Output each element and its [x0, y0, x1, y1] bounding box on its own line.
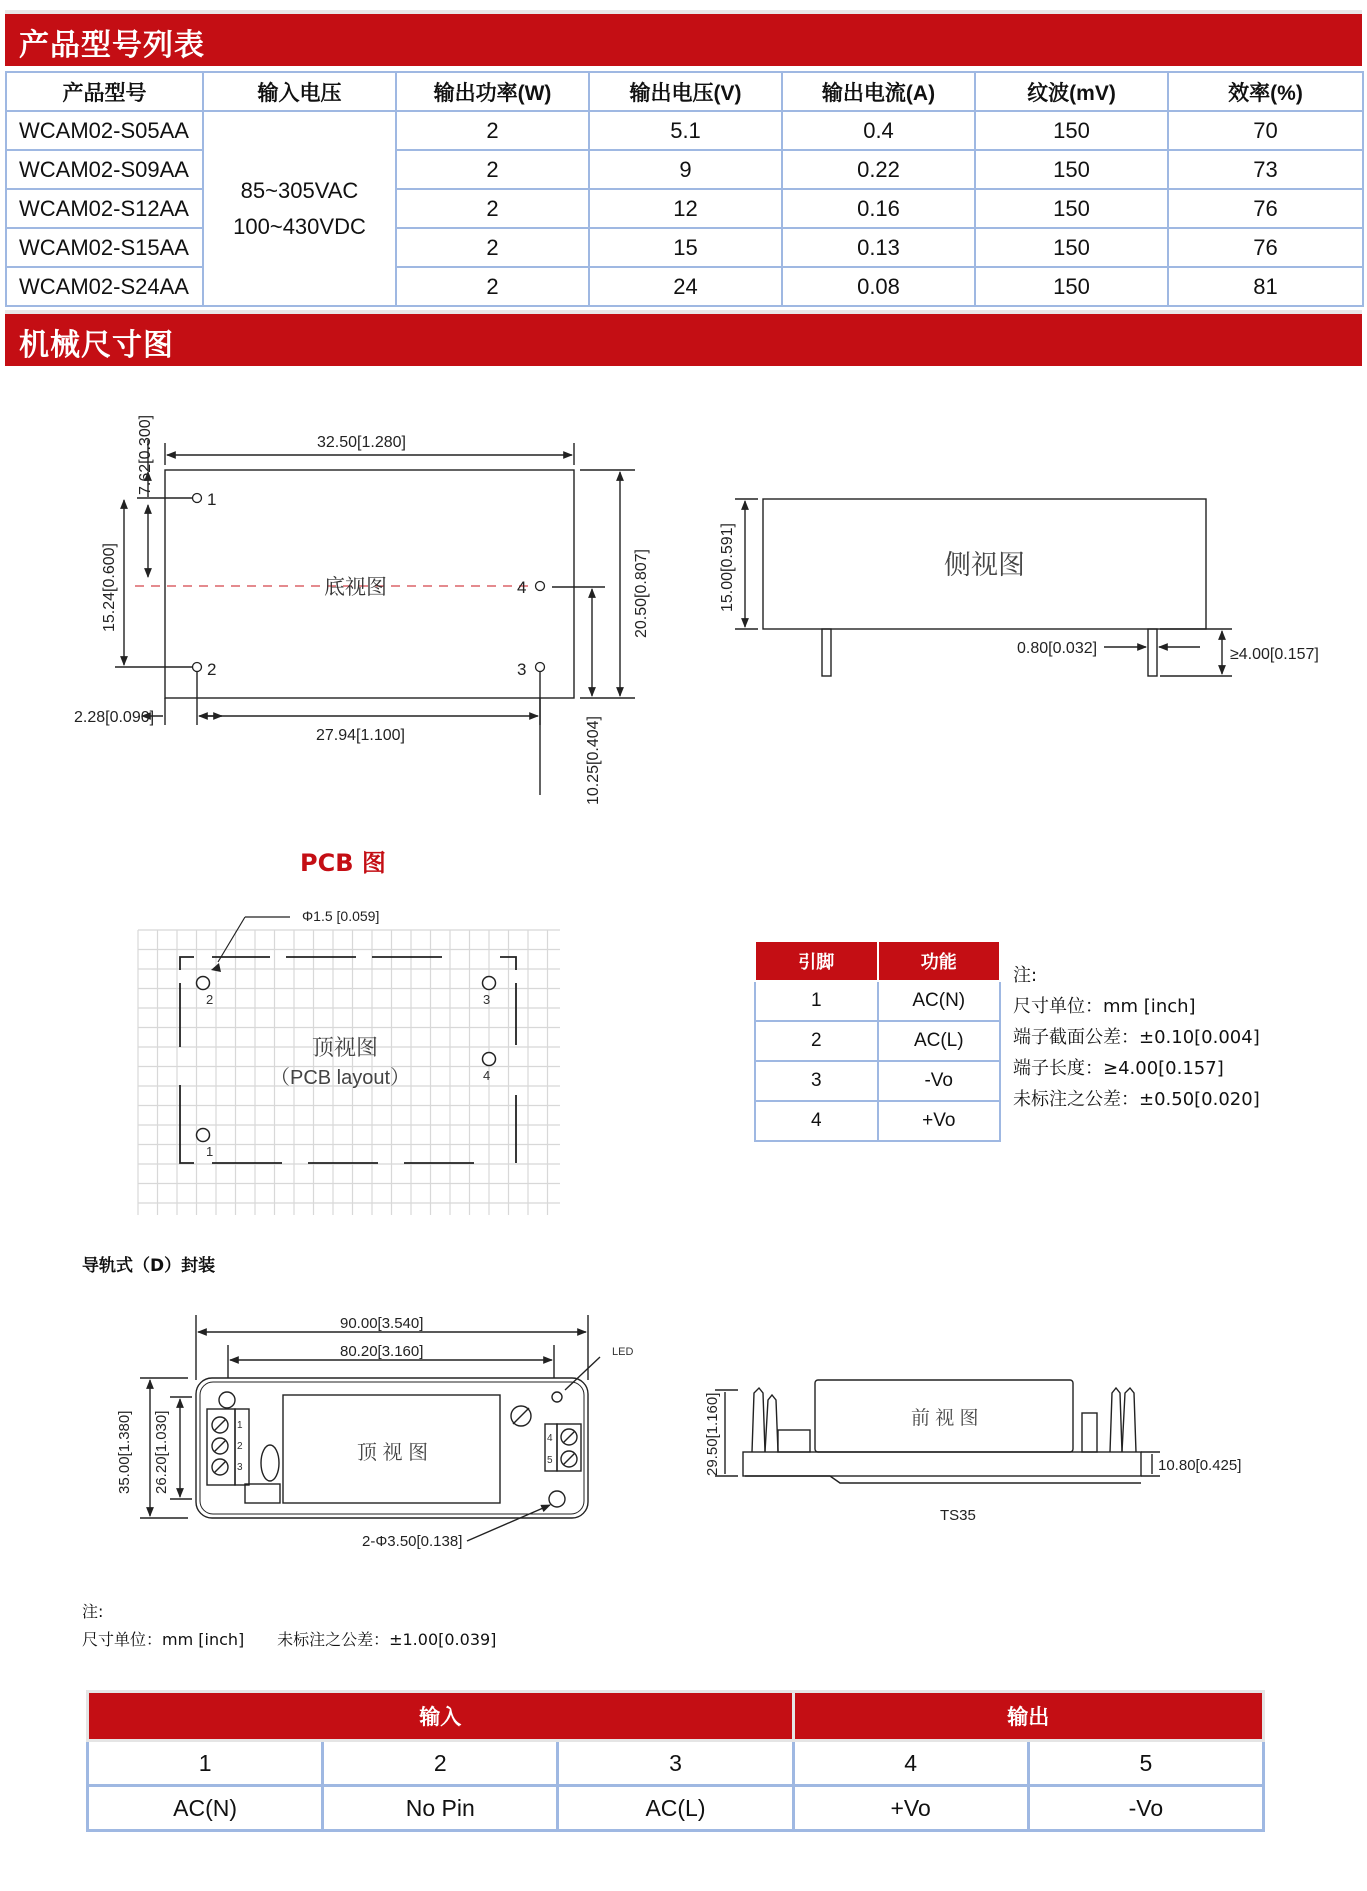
pin-function-cell: -Vo	[1028, 1786, 1263, 1831]
notes-title: 注:	[82, 1602, 104, 1621]
dim-label: 90.00[3.540]	[340, 1315, 424, 1332]
terminal-label: 5	[547, 1455, 553, 1466]
pin-hole	[193, 494, 202, 503]
input-voltage-ac: 85~305VAC	[240, 177, 359, 203]
ripple-cell: 150	[975, 150, 1168, 189]
eff-cell: 76	[1168, 189, 1363, 228]
table-header-row	[755, 941, 1000, 981]
terminal-label: 2	[237, 1441, 243, 1452]
pin-number-cell: 2	[755, 1021, 878, 1061]
dim-label: 35.00[1.380]	[116, 1410, 133, 1494]
power-cell: 2	[396, 189, 589, 228]
dim-label: 29.50[1.160]	[704, 1392, 721, 1476]
pin-label: 1	[207, 490, 217, 509]
table-row	[6, 111, 1363, 150]
view-label: （PCB layout）	[270, 1067, 411, 1089]
pin-label: 3	[517, 660, 527, 679]
col-header: 纹波(mV)	[975, 72, 1168, 111]
vout-cell: 9	[589, 150, 782, 189]
table-row	[88, 1741, 1264, 1786]
pin-label: 2	[206, 992, 214, 1007]
dim-label: ≥4.00[0.157]	[1230, 646, 1319, 663]
table-header-row	[88, 1692, 1264, 1741]
pin-number-cell: 2	[323, 1741, 558, 1786]
input-header: 输入	[88, 1692, 794, 1741]
pin-function-cell: AC(L)	[878, 1021, 1001, 1061]
pin-label: 3	[483, 992, 491, 1007]
col-header: 输出功率(W)	[396, 72, 589, 111]
iout-cell: 0.13	[782, 228, 975, 267]
dim-label: 15.00[0.591]	[719, 523, 736, 612]
input-voltage-cell	[203, 111, 396, 306]
pin-label: 1	[206, 1144, 214, 1159]
view-label: 顶视图	[312, 1035, 379, 1060]
spec-table	[5, 71, 1364, 307]
eff-cell: 76	[1168, 228, 1363, 267]
pin-number-cell: 1	[88, 1741, 323, 1786]
terminal-label: 4	[547, 1433, 553, 1444]
view-label: 顶 视 图	[357, 1442, 429, 1464]
terminal-label: 1	[237, 1420, 243, 1431]
pin-hole	[536, 582, 545, 591]
table-row	[755, 1021, 1000, 1061]
hole-dim-label: Φ1.5 [0.059]	[302, 908, 380, 924]
model-cell: WCAM02-S09AA	[6, 150, 203, 189]
power-cell: 2	[396, 150, 589, 189]
pin-function-cell: No Pin	[323, 1786, 558, 1831]
pin-function-cell: AC(N)	[88, 1786, 323, 1831]
terminal-label: 3	[237, 1462, 243, 1473]
pin-function-cell: AC(N)	[878, 981, 1001, 1021]
model-cell: WCAM02-S12AA	[6, 189, 203, 228]
pin-number-cell: 5	[1028, 1741, 1263, 1786]
rail-name-label: TS35	[940, 1507, 976, 1524]
note-line: 尺寸单位：mm [inch]	[1013, 996, 1196, 1017]
section-title: 机械尺寸图	[19, 328, 174, 363]
pin-function-cell: +Vo	[793, 1786, 1028, 1831]
section-title: 产品型号列表	[19, 28, 205, 63]
pin-hole	[193, 663, 202, 672]
view-label: 侧视图	[944, 550, 1025, 580]
dim-label: 2.28[0.090]	[74, 709, 155, 726]
col-header: 输入电压	[203, 72, 396, 111]
pin-function-cell: -Vo	[878, 1061, 1001, 1101]
iout-cell: 0.22	[782, 150, 975, 189]
dim-label: 15.24[0.600]	[101, 543, 118, 632]
side-view-drawing	[700, 480, 1360, 700]
note-line: 未标注之公差：±0.50[0.020]	[1013, 1089, 1260, 1110]
pin-number-cell: 3	[558, 1741, 793, 1786]
ripple-cell: 150	[975, 228, 1168, 267]
pin-number-cell: 4	[793, 1741, 1028, 1786]
vout-cell: 15	[589, 228, 782, 267]
section-banner-models	[5, 10, 1362, 66]
eff-cell: 81	[1168, 267, 1363, 306]
pin-number-cell: 3	[755, 1061, 878, 1101]
rail-package-title: 导轨式（D）封装	[82, 1256, 216, 1276]
col-header: 效率(%)	[1168, 72, 1363, 111]
pin-function-cell: AC(L)	[558, 1786, 793, 1831]
pin-label: 2	[207, 660, 217, 679]
power-cell: 2	[396, 111, 589, 150]
ripple-cell: 150	[975, 111, 1168, 150]
col-header: 产品型号	[6, 72, 203, 111]
pin-label: 4	[483, 1068, 491, 1083]
dim-label: 0.80[0.032]	[1017, 640, 1098, 657]
pin-number-cell: 4	[755, 1101, 878, 1141]
vout-cell: 24	[589, 267, 782, 306]
dim-label: 2-Φ3.50[0.138]	[362, 1533, 463, 1550]
vout-cell: 12	[589, 189, 782, 228]
ripple-cell: 150	[975, 189, 1168, 228]
notes-title: 注:	[1013, 965, 1038, 986]
model-cell: WCAM02-S15AA	[6, 228, 203, 267]
model-cell: WCAM02-S05AA	[6, 111, 203, 150]
dim-label: 32.50[1.280]	[317, 434, 406, 451]
note-line: 端子长度：≥4.00[0.157]	[1013, 1058, 1224, 1079]
view-label: 前 视 图	[911, 1408, 979, 1429]
pcb-title: PCB 图	[300, 849, 386, 877]
ripple-cell: 150	[975, 267, 1168, 306]
notes-block-rail	[82, 1598, 496, 1654]
eff-cell: 73	[1168, 150, 1363, 189]
pin-number-cell: 1	[755, 981, 878, 1021]
table-row	[755, 1101, 1000, 1141]
pin-hole	[536, 663, 545, 672]
note-unit: 尺寸单位：mm [inch]	[82, 1630, 245, 1649]
col-header: 功能	[878, 941, 1001, 981]
io-pin-table	[86, 1690, 1265, 1832]
pin-function-cell: +Vo	[878, 1101, 1001, 1141]
dim-label: 80.20[3.160]	[340, 1343, 424, 1360]
iout-cell: 0.4	[782, 111, 975, 150]
led-label: LED	[612, 1346, 634, 1358]
col-header: 引脚	[755, 941, 878, 981]
table-header-row	[6, 72, 1363, 111]
col-header: 输出电压(V)	[589, 72, 782, 111]
model-cell: WCAM02-S24AA	[6, 267, 203, 306]
pin-function-table	[754, 940, 1001, 1142]
vout-cell: 5.1	[589, 111, 782, 150]
input-voltage-dc: 100~430VDC	[233, 213, 366, 239]
iout-cell: 0.16	[782, 189, 975, 228]
pin-label: 4	[517, 578, 527, 597]
rail-front-view-drawing	[690, 1370, 1280, 1540]
dim-label: 10.80[0.425]	[1158, 1457, 1242, 1474]
notes-block	[1013, 960, 1260, 1115]
dim-label: 20.50[0.807]	[633, 549, 650, 638]
rail-top-view-drawing	[110, 1305, 660, 1555]
dim-label: 27.94[1.100]	[316, 727, 405, 744]
table-row	[755, 1061, 1000, 1101]
iout-cell: 0.08	[782, 267, 975, 306]
note-tolerance: 未标注之公差：±1.00[0.039]	[277, 1630, 497, 1649]
note-line: 端子截面公差：±0.10[0.004]	[1013, 1027, 1260, 1048]
bottom-view-drawing	[0, 390, 680, 810]
section-banner-dimensions	[5, 310, 1362, 366]
eff-cell: 70	[1168, 111, 1363, 150]
dim-label: 26.20[1.030]	[153, 1410, 170, 1494]
dim-label: 7.62[0.300]	[137, 414, 154, 495]
power-cell: 2	[396, 228, 589, 267]
power-cell: 2	[396, 267, 589, 306]
view-label: 底视图	[324, 576, 387, 599]
output-header: 输出	[793, 1692, 1263, 1741]
pcb-layout-drawing	[130, 895, 570, 1225]
table-row	[88, 1786, 1264, 1831]
col-header: 输出电流(A)	[782, 72, 975, 111]
dim-label: 10.25[0.404]	[585, 716, 602, 805]
table-row	[755, 981, 1000, 1021]
